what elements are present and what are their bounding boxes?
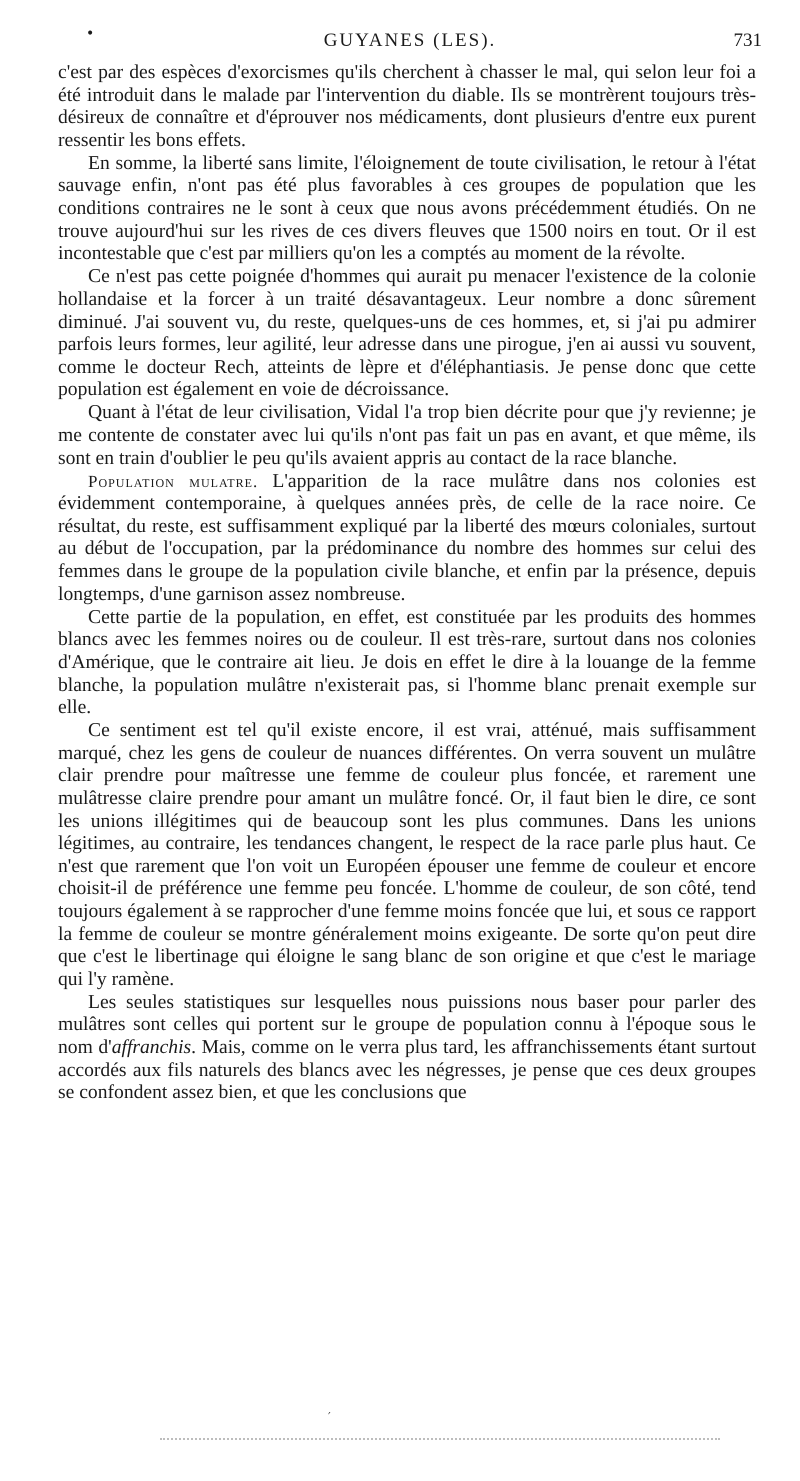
paragraph (58, 402, 756, 470)
paragraph (58, 153, 756, 266)
paragraph-text: . Mais, comme on le verra plus tard, les affranchissements étant surtout accordés aux fils naturels des blancs avec les négresses, je pense que ces deux groupes se confondent assez bien, et que les conclusions que (58, 1037, 757, 1104)
paragraph-text: c'est par des espèces d'exorcismes qu'ils cherchent à chasser le mal, qui selon leur foi a été introduit dans le malade par l'intervention du diable. Ils se montrèrent toujours très-désireux de connaître et d'éprouver nos médicaments, dont plusieurs d'entre eux purent ressentir les bons effets. (58, 62, 756, 151)
paragraph (58, 266, 756, 402)
running-head (60, 26, 762, 58)
italic-term: affranchis (111, 1037, 192, 1059)
stray-print-mark: ′ (328, 1410, 331, 1424)
page-title: GUYANES (LES). (323, 30, 497, 51)
paragraph-text: Quant à l'état de leur civilisation, Vidal l'a trop bien décrite pour que j'y revienne; je me contente de constater avec lui qu'ils n'ont pas fait un pas en avant, et que même, ils sont en train d'oublier le peu qu'ils avaient appris au contact de la race blanche. (58, 402, 756, 469)
section-heading: Population mulatre. (88, 471, 259, 491)
paragraph (58, 992, 756, 1105)
paragraph (58, 471, 756, 607)
body-text (58, 62, 756, 1105)
paragraph-text: Cette partie de la population, en effet, est constituée par les produits des hommes blancs avec les femmes noires ou de couleur. Il est très-rare, surtout dans nos colonies d'Amérique, que le contraire ait lieu. Je dois en effet le dire à la louange de la femme blanche, la population mulâtre n'existerait pas, si l'homme blanc prenait exemple sur elle. (58, 606, 756, 719)
paragraph (58, 62, 756, 152)
paragraph-text: Ce sentiment est tel qu'il existe encore, il est vrai, atténué, mais suffisamment marqué, chez les gens de couleur de nuances différentes. On verra souvent un mulâtre clair prendre pour maîtresse une femme de couleur plus foncée, et rarement une mulâtresse claire prendre pour amant un mulâtre foncé. Or, il faut bien le dire, ce sont les unions illégitimes qui de beaucoup sont les plus communes. Dans les unions légitimes, au contraire, les tendances changent, le respect de la race parle plus haut. Ce n'est que rarement que l'on voit un Européen épouser une femme de couleur et encore choisit-il de préférence une femme peu foncée. L'homme de couleur, de son côté, tend toujours également à se rapprocher d'une femme moins foncée que lui, et sous ce rapport la femme de couleur se montre généralement moins exigeante. De sorte qu'on peut dire que c'est le libertinage qui éloigne le sang blanc de son origine et que c'est le mariage qui l'y ramène. (58, 720, 756, 990)
paragraph-text: En somme, la liberté sans limite, l'éloignement de toute civilisation, le retour à l'état sauvage enfin, n'ont pas été plus favorables à ces groupes de population que les conditions contraires ne le sont à ceux que nous avons précédemment étudiés. On ne trouve aujourd'hui sur les rives de ces divers fleuves que 1500 noirs en tout. Or il est incontestable que c'est par milliers qu'on les a comptés au moment de la révolte. (58, 152, 756, 265)
paragraph (58, 607, 756, 720)
header-dot-mark: • (86, 26, 95, 42)
bottom-bleed-through-rule (160, 1438, 720, 1444)
page-number: 731 (733, 30, 762, 51)
paragraph-text: Les seules statistiques sur lesquelles nous puissions nous baser pour parler des mulâtres sont celles qui portent sur le groupe de population connu à l'époque sous le nom d' (58, 991, 756, 1059)
paragraph-text: L'apparition de la race mulâtre dans nos colonies est évidemment contemporaine, à quelques années près, de celle de la race noire. Ce résultat, du reste, est suffisamment expliqué par la liberté des mœurs coloniales, surtout au début de l'occupation, par la prédominance du nombre des hommes sur celui des femmes dans le groupe de la population civile blanche, et enfin par la présence, depuis longtemps, d'une garnison assez nombreuse. (58, 470, 757, 605)
paragraph-text: Ce n'est pas cette poignée d'hommes qui aurait pu menacer l'existence de la colonie hollandaise et la forcer à un traité désavantageux. Leur nombre a donc sûrement diminué. J'ai souvent vu, du reste, quelques-uns de ces hommes, et, si j'ai pu admirer parfois leurs formes, leur agilité, leur adresse dans une pirogue, j'en ai aussi vu souvent, comme le docteur Rech, atteints de lèpre et d'éléphantiasis. Je pense donc que cette population est également en voie de décroissance. (58, 266, 756, 401)
paragraph (58, 720, 756, 991)
